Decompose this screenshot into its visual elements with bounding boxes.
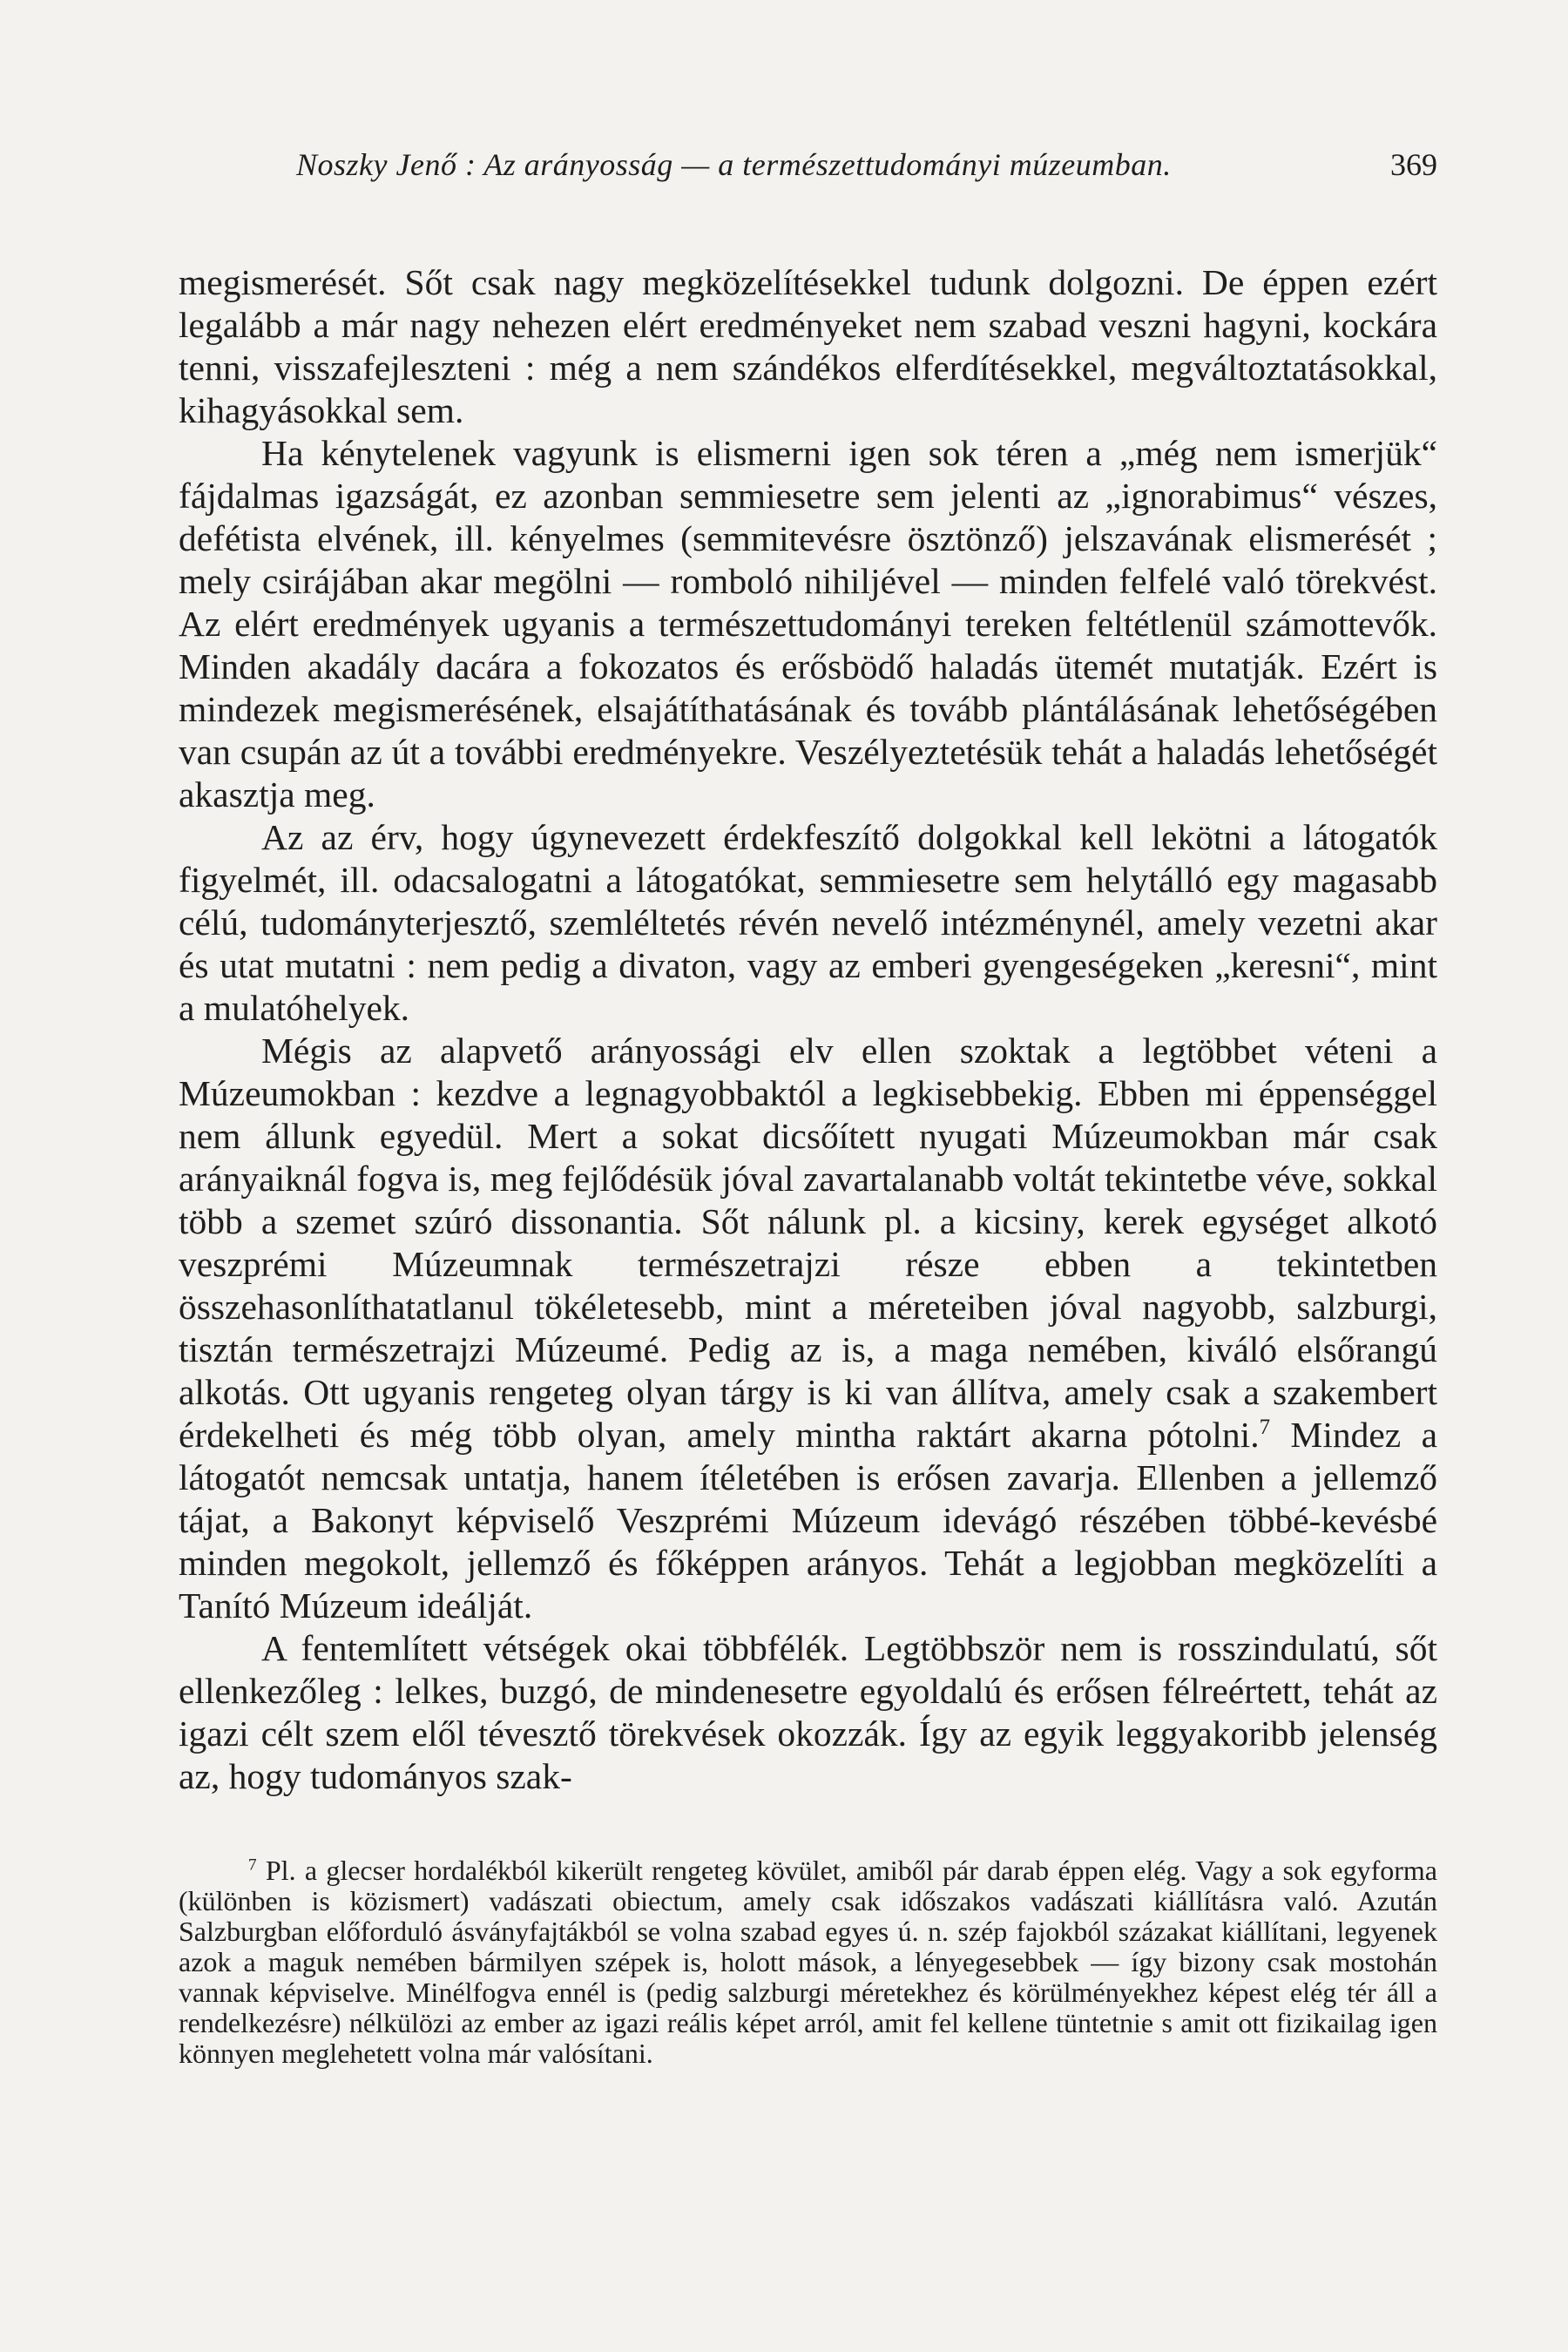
footnote-reference: 7	[1259, 1416, 1271, 1440]
paragraph-4-text-b: Mindez a látogatót nemcsak untatja, hanem ítéletében is erősen zavarja. Ellenben a jellemző tájat, a Bakonyt képviselő Veszprémi Múzeum idevágó részében többé-kevésbé minden megokolt, jellemző és főképpen arányos. Tehát a legjobban megközelíti a Tanító Múzeum ideálját.	[179, 1415, 1437, 1625]
paragraph-2: Ha kénytelenek vagyunk is elismerni igen sok téren a „még nem ismerjük“ fájdalmas igazságát, ez azonban semmiesetre sem jelenti az „ignorabimus“ vészes, defétista elvének, ill. kényelmes (semmitevésre ösztönző) jelszavának elismerését ; mely csirájában akar megölni — romboló nihiljével — minden felfelé való törekvést. Az elért eredmények ugyanis a természettudományi tereken feltétlenül számottevők. Minden akadály dacára a fokozatos és erősbödő haladás ütemét mutatják. Ezért is mindezek megismerésének, elsajátíthatásának és tovább plántálásának lehetőségében van csupán az út a további eredményekre. Veszélyeztetésük tehát a haladás lehetőségét akasztja meg.	[179, 433, 1437, 814]
page-header	[296, 146, 1437, 190]
paragraph-1: megismerését. Sőt csak nagy megközelítésekkel tudunk dolgozni. De éppen ezért legalább a már nagy nehezen elért eredményeket nem szabad veszni hagyni, kockára tenni, visszafejleszteni : még a nem szándékos elferdítésekkel, megváltoztatásokkal, kihagyásokkal sem.	[179, 262, 1437, 430]
running-head: Noszky Jenő : Az arányosság — a természettudományi múzeumban.	[296, 147, 1172, 182]
page-number: 369	[1390, 147, 1437, 182]
paragraph-5: A fentemlített vétségek okai többfélék. Legtöbbször nem is rosszindulatú, sőt ellenkezőleg : lelkes, buzgó, de mindenesetre egyoldalú és erősen félreértett, tehát az igazi célt szem elől tévesztő törekvések okozzák. Így az egyik leggyakoribb jelenség az, hogy tudományos szak-	[179, 1628, 1437, 1796]
footnotes	[179, 1855, 1437, 2069]
footnote-text: Pl. a glecser hordalékból kikerült rengeteg kövület, amiből pár darab éppen elég. Vagy a sok egyforma (különben is közismert) vadászati obiectum, amely csak időszakos vadászati kiállításra való. Azután Salzburgban előforduló ásványfajtákból se volna szabad egyes ú. n. szép fajokból százakat kiállítani, legyenek azok a maguk nemében bármilyen szépek is, holott mások, a lényegesebbek — így bizony csak mostohán vannak képviselve. Minélfogva ennél is (pedig salzburgi méretekhez és körülményekhez képest elég tér áll a rendelkezésre) nélkülözi az ember az igazi reális képet arról, amit fel kellene tüntetnie s amit ott fizikailag igen könnyen meglehetett volna már valósítani.	[179, 1855, 1438, 2069]
paragraph-4	[179, 1030, 1437, 1627]
body-text	[179, 261, 1437, 1798]
paragraph-3: Az az érv, hogy úgynevezett érdekfeszítő dolgokkal kell lekötni a látogatók figyelmét, ill. odacsalogatni a látogatókat, semmiesetre sem helytálló egy magasabb célú, tudományterjesztő, szemléltetés révén nevelő intézménynél, amely vezetni akar és utat mutatni : nem pedig a divaton, vagy az emberi gyengeségeken „keresni“, mint a mulatóhelyek.	[179, 817, 1437, 1028]
footnote-7	[179, 1855, 1437, 2069]
paragraph-4-text-a: Mégis az alapvető arányossági elv ellen szoktak a legtöbbet véteni a Múzeumokban : kezdve a legnagyobbaktól a legkisebbekig. Ebben mi éppenséggel nem állunk egyedül. Mert a sokat dicsőített nyugati Múzeumokban már csak arányaiknál fogva is, meg fejlődésük jóval zavartalanabb voltát tekintetbe véve, sokkal több a szemet szúró dissonantia. Sőt nálunk pl. a kicsiny, kerek egységet alkotó veszprémi Múzeumnak természetrajzi része ebben a tekintetben összehasonlíthatatlanul tökéletesebb, mint a méreteiben jóval nagyobb, salzburgi, tisztán természetrajzi Múzeumé. Pedig az is, a maga nemében, kiváló elsőrangú alkotás. Ott ugyanis rengeteg olyan tárgy is ki van állítva, amely csak a szakembert érdekelheti és még több olyan, amely mintha raktárt akarna pótolni.	[179, 1031, 1437, 1455]
footnote-marker: 7	[248, 1855, 257, 1875]
